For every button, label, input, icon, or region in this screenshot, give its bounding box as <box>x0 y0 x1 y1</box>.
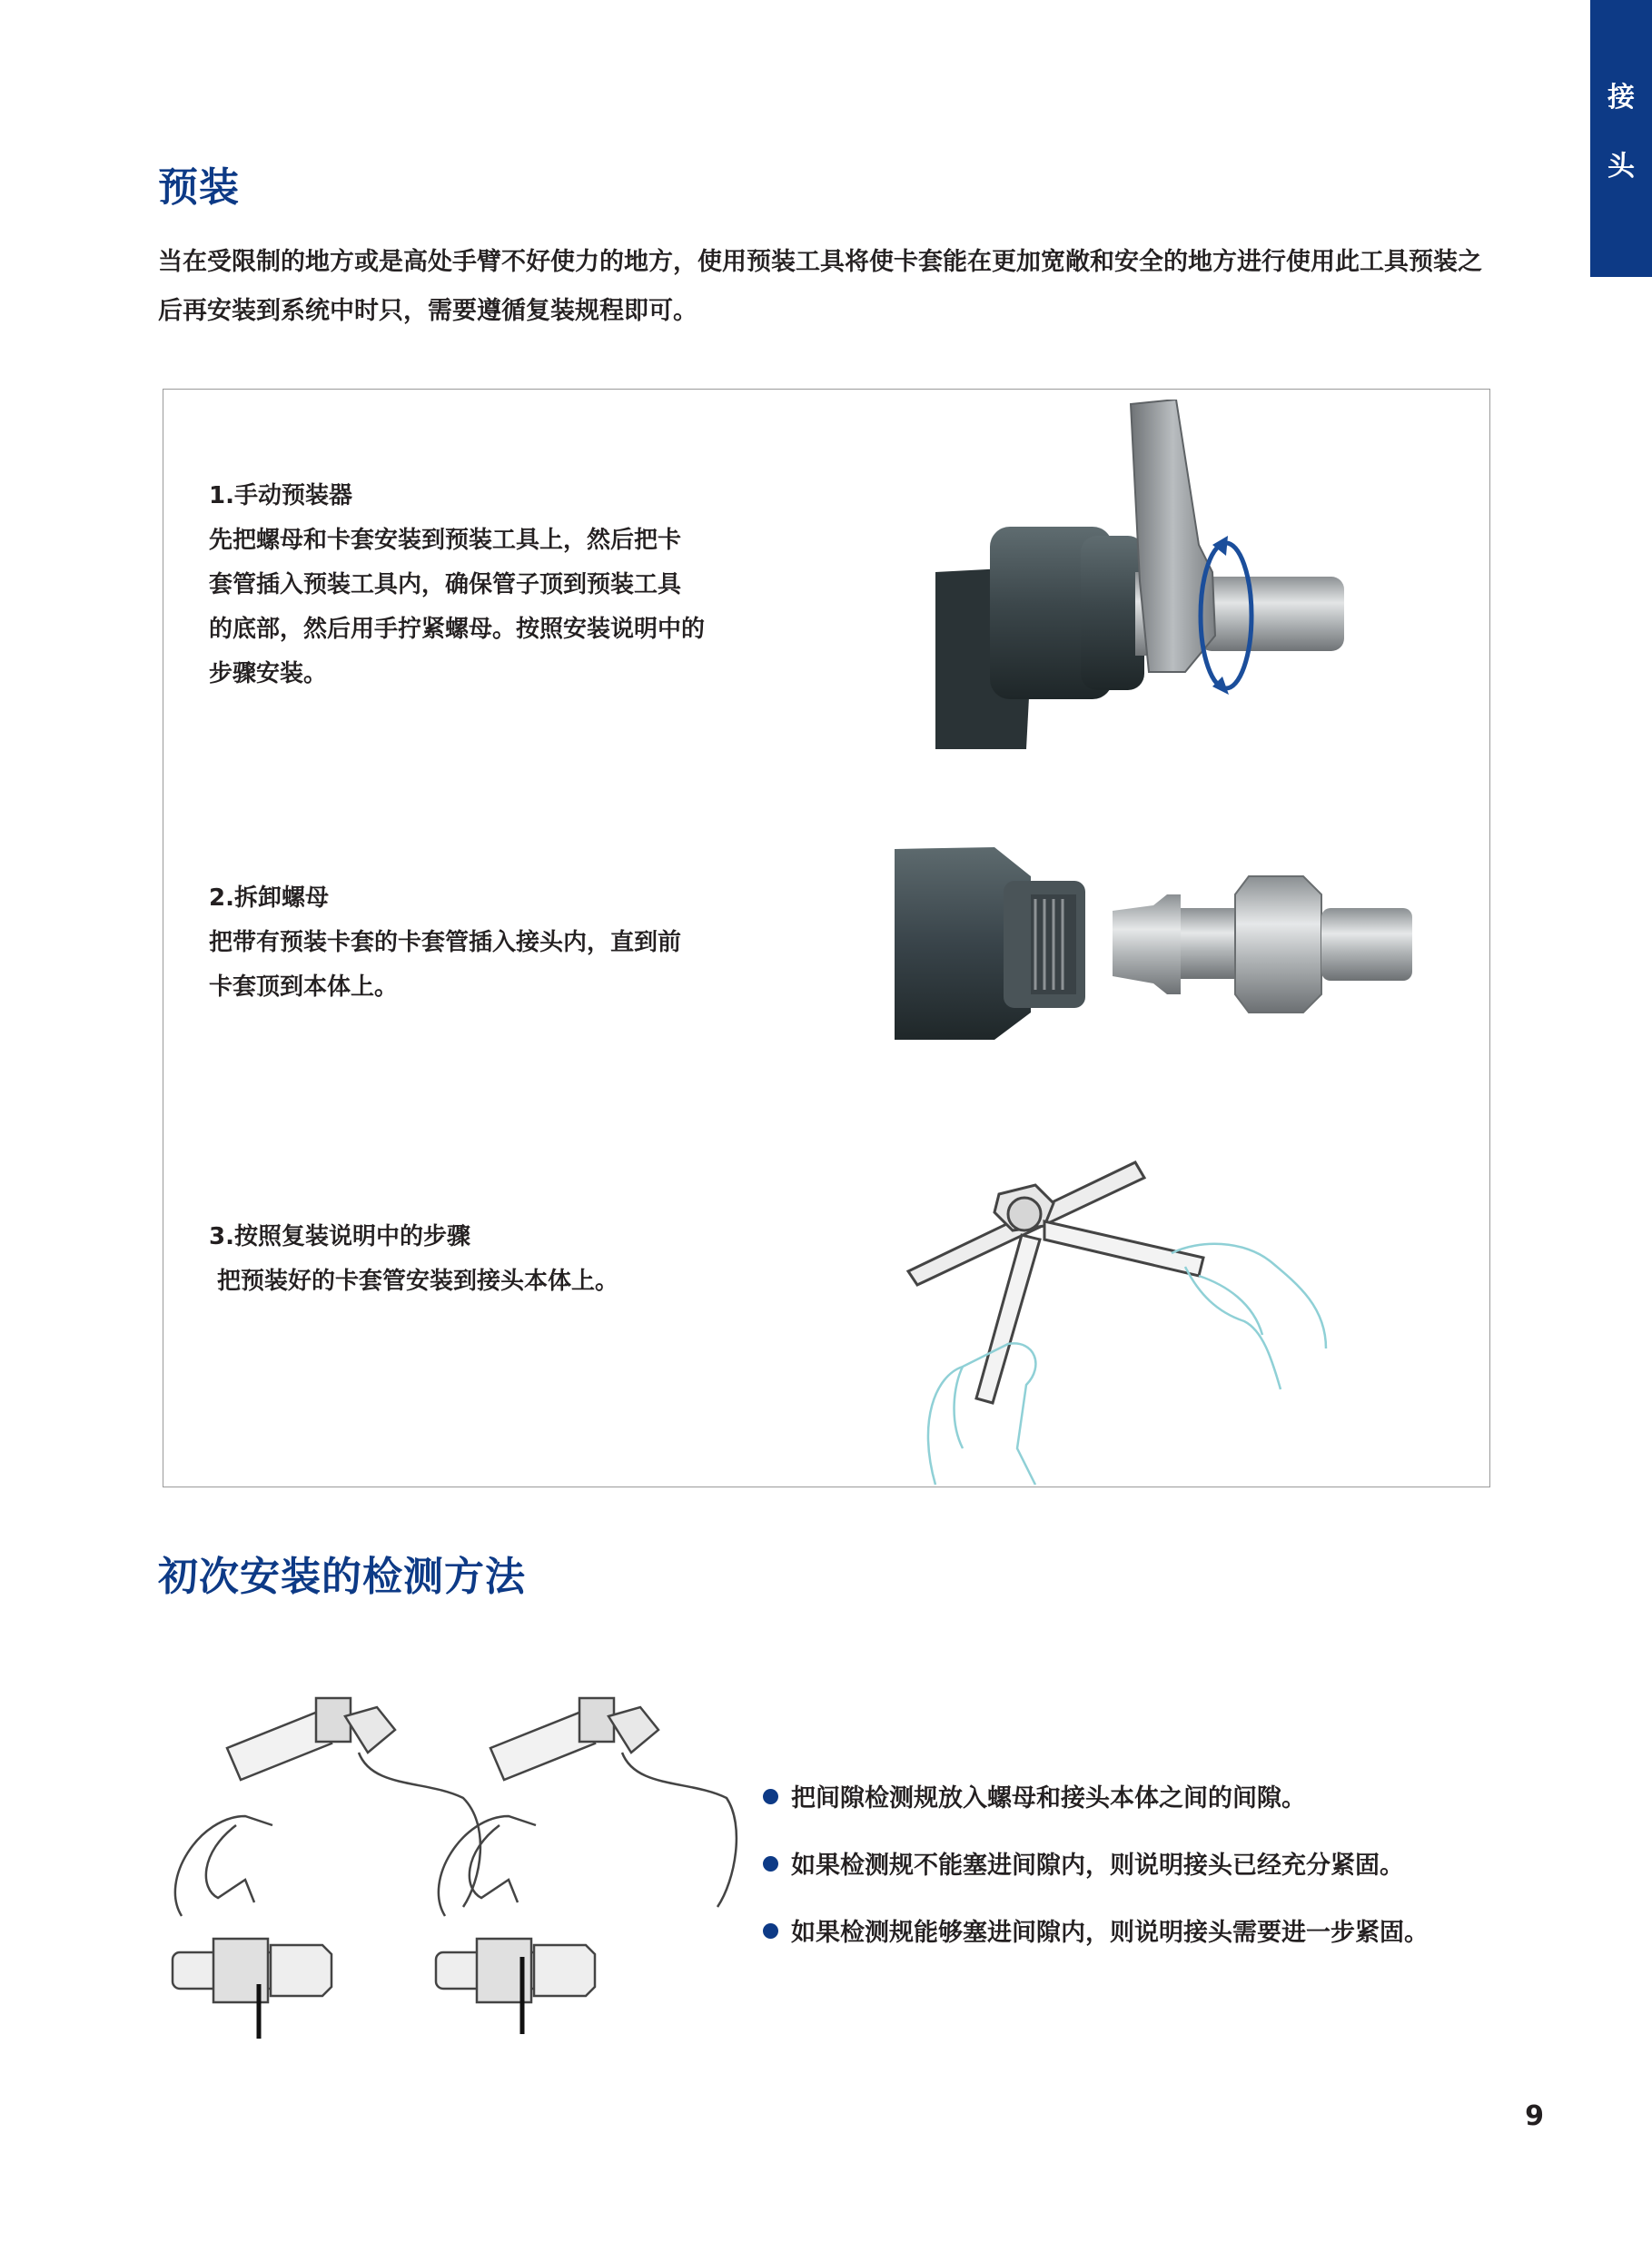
step-3-title: 3.按照复装说明中的步骤 <box>209 1223 470 1250</box>
step-1-line-3: 的底部，然后用手拧紧螺母。按照安装说明中的 <box>209 616 706 643</box>
inspection-item-1-text: 把间隙检测规放入螺母和接头本体之间的间隙。 <box>791 1784 1306 1813</box>
step-1-line-4: 步骤安装。 <box>209 660 328 687</box>
inspection-item-3-text: 如果检测规能够塞进间隙内，则说明接头需要进一步紧固。 <box>791 1919 1429 1947</box>
section-title-preinstall: 预装 <box>158 164 240 211</box>
side-tab-char-2: 头 <box>1607 151 1635 183</box>
page-number: 9 <box>1525 2100 1544 2132</box>
reassembly-illustration <box>899 1149 1371 1485</box>
step-1-title: 1.手动预装器 <box>209 482 352 509</box>
inspection-item-2 <box>763 1845 1404 1881</box>
step-1-line-1: 先把螺母和卡套安装到预装工具上，然后把卡 <box>209 527 682 554</box>
step-1-line-2: 套管插入预装工具内，确保管子顶到预装工具 <box>209 571 682 598</box>
side-tab-char-1: 接 <box>1607 82 1635 114</box>
bullet-icon <box>763 1789 778 1804</box>
step-2 <box>209 876 754 1010</box>
section-title-inspection: 初次安装的检测方法 <box>158 1554 526 1600</box>
step-1 <box>209 474 754 696</box>
preassembly-tool-illustration <box>926 400 1362 763</box>
inspection-item-3 <box>763 1912 1429 1948</box>
inspection-item-2-text: 如果检测规不能塞进间隙内，则说明接头已经充分紧固。 <box>791 1852 1404 1880</box>
step-3-line-1: 把预装好的卡套管安装到接头本体上。 <box>209 1268 619 1295</box>
nut-removal-illustration <box>895 840 1421 1049</box>
bullet-icon <box>763 1923 778 1939</box>
gap-gauge-illustration <box>163 1680 745 2043</box>
step-3 <box>209 1215 754 1304</box>
intro-paragraph: 当在受限制的地方或是高处手臂不好使力的地方，使用预装工具将使卡套能在更加宽敞和安全的地方进行使用此工具预装之后再安装到系统中时只，需要遵循复装规程即可。 <box>158 248 1482 325</box>
section-side-tab <box>1590 0 1652 277</box>
inspection-item-1 <box>763 1778 1306 1813</box>
bullet-icon <box>763 1856 778 1872</box>
step-2-title: 2.拆卸螺母 <box>209 884 329 912</box>
step-2-line-1: 把带有预装卡套的卡套管插入接头内，直到前 <box>209 929 682 956</box>
step-2-line-2: 卡套顶到本体上。 <box>209 973 399 1001</box>
